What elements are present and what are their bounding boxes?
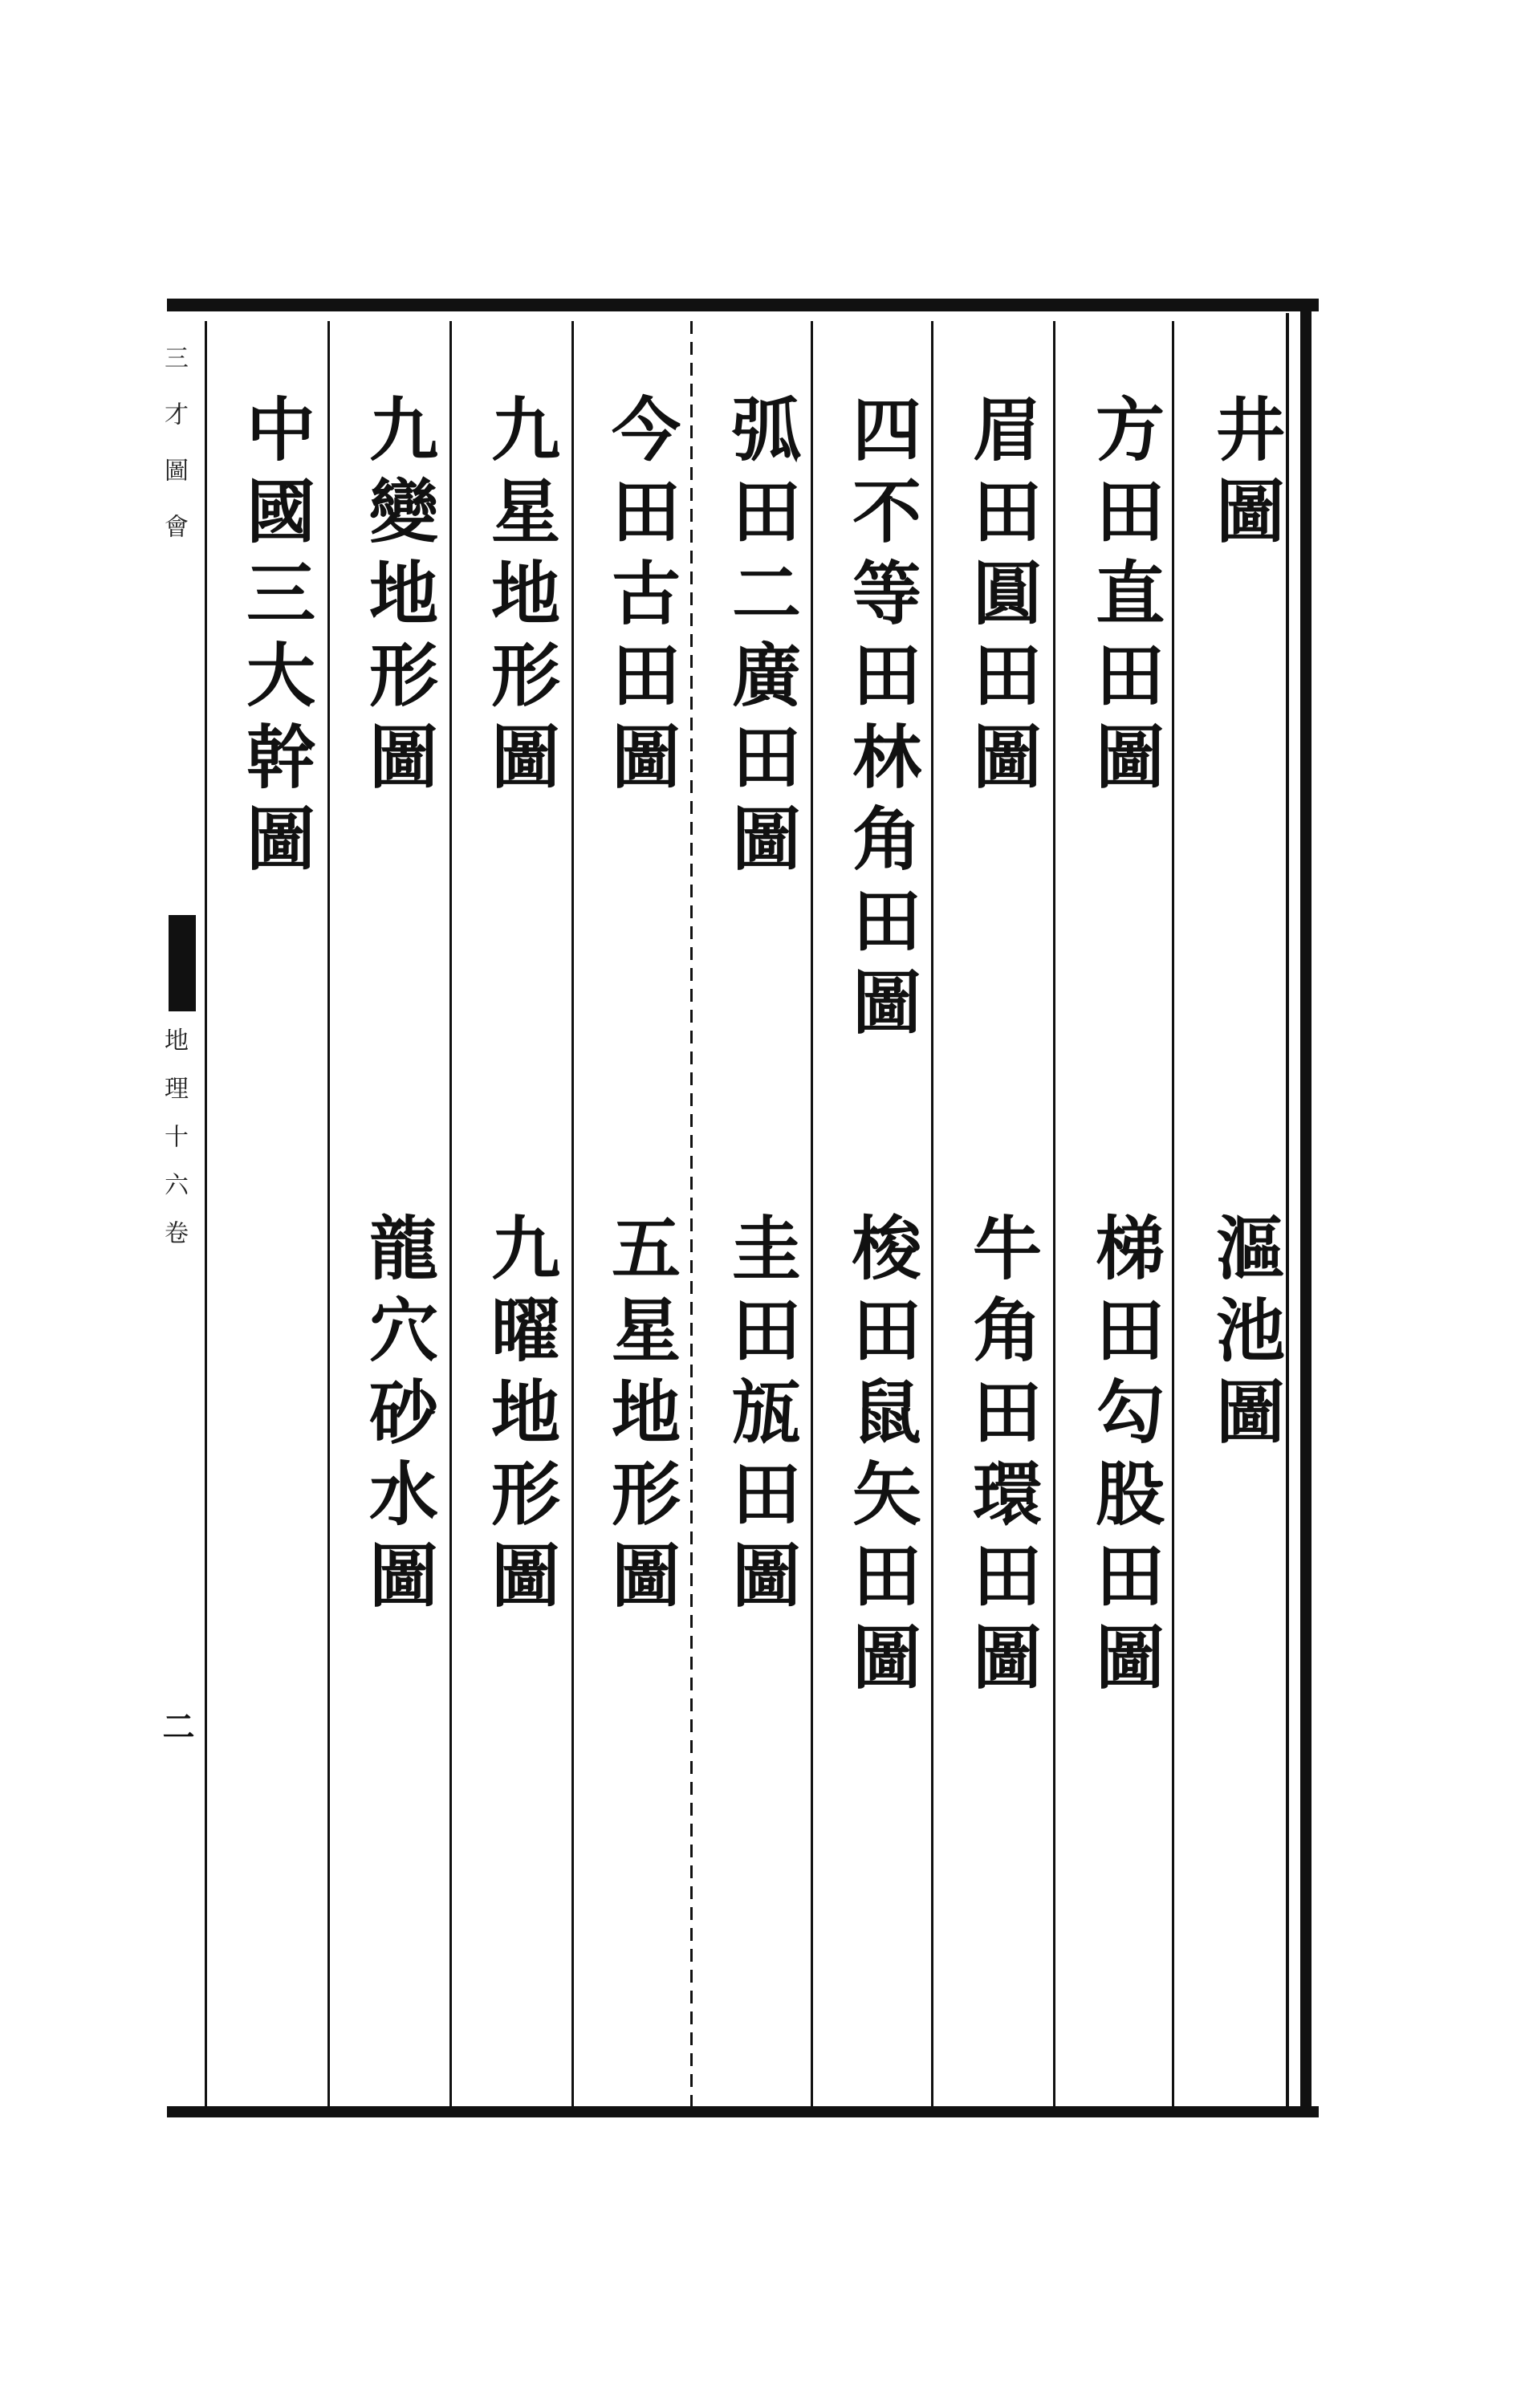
top-border-rule: [167, 299, 1319, 311]
entry-title: 井圖: [1204, 393, 1285, 557]
entry-title: 弧田二廣田圖: [720, 393, 801, 885]
right-inner-rule: [1286, 313, 1289, 2106]
entry-title: 梯田勾股田圖: [1084, 1212, 1165, 1703]
column-divider: [327, 321, 330, 2106]
column-divider: [690, 321, 693, 2106]
right-border-rule: [1300, 299, 1312, 2117]
fishtail-mark: [169, 915, 196, 1011]
entry-title: 眉田圓田圖: [961, 393, 1042, 803]
entry-title: 中國三大幹圖: [234, 393, 315, 885]
column-divider: [931, 321, 933, 2106]
column-divider: [449, 321, 452, 2106]
entry-title: 圭田瓬田圖: [720, 1212, 801, 1621]
entry-title: 九星地形圖: [479, 393, 560, 803]
entry-title: 漚池圖: [1204, 1212, 1285, 1458]
column-divider: [571, 321, 574, 2106]
entry-title: 龍穴砂水圖: [357, 1212, 438, 1621]
entry-title: 九曜地形圖: [479, 1212, 560, 1621]
column-divider: [811, 321, 813, 2106]
column-divider: [205, 321, 207, 2106]
entry-title: 五星地形圖: [600, 1212, 681, 1621]
entry-title: 九變地形圖: [357, 393, 438, 803]
entry-title: 今田古田圖: [600, 393, 681, 803]
column-divider: [1053, 321, 1055, 2106]
bottom-border-rule: [167, 2106, 1319, 2117]
folio-number: 二: [157, 1710, 195, 1742]
entry-title: 梭田鼠矢田圖: [840, 1212, 921, 1703]
entry-title: 方田直田圖: [1084, 393, 1165, 803]
margin-section-title: 地理十六卷: [160, 1027, 188, 1268]
entry-title: 四不等田林角田圖: [840, 393, 921, 1048]
column-divider: [1172, 321, 1174, 2106]
entry-title: 牛角田環田圖: [961, 1212, 1042, 1703]
margin-strip: [160, 321, 191, 2106]
margin-book-title: 三才圖會: [160, 345, 188, 570]
